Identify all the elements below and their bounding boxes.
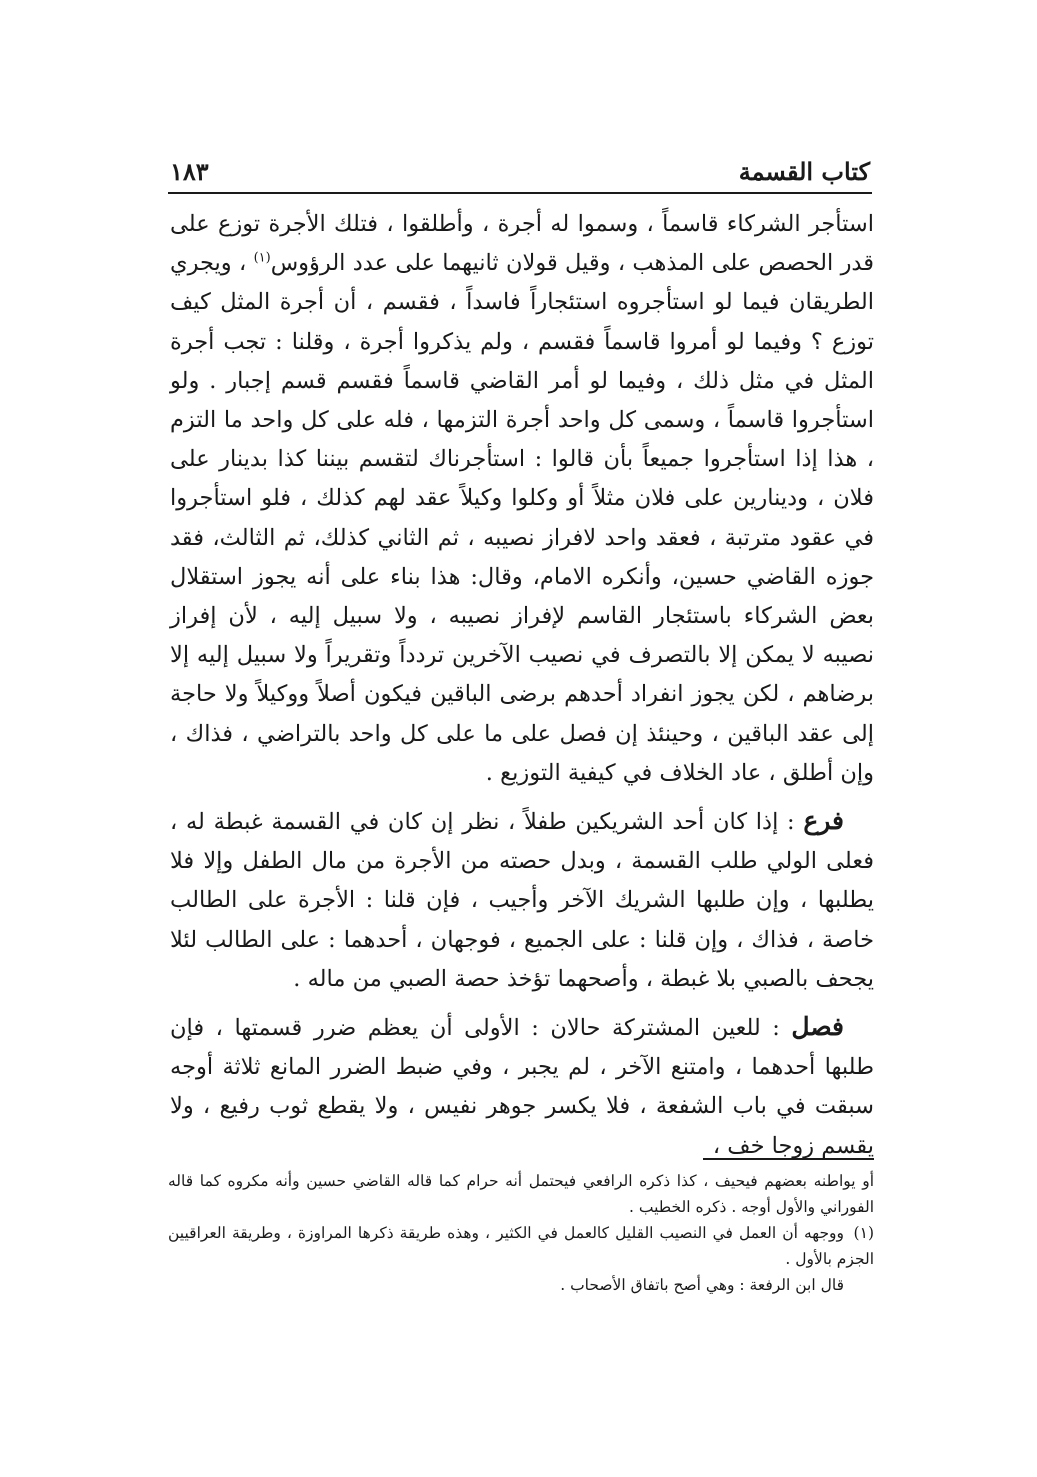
paragraph-2	[170, 801, 874, 999]
section-lead-far: فرع	[803, 806, 844, 836]
paragraph-2-text: : إذا كان أحد الشريكين طفلاً ، نظر إن كان في القسمة غبطة له ، فعلى الولي طلب القسمة ، وبدل حصته من الأجرة من مال الطفل وإلا فلا يطلبها ، وإن طلبها الشريك الآخر وأجيب ، فإن قلنا : الأجرة على الطالب خاصة ، فذاك ، وإن قلنا : على الجميع ، فوجهان ، أحدهما : على الطالب لئلا يجحف بالصبي بلا غبطة ، وأصحهما تؤخذ حصة الصبي من ماله .	[170, 809, 874, 992]
footnote-1	[168, 1220, 874, 1272]
header-divider	[168, 192, 872, 194]
running-title: كتاب القسمة	[738, 157, 870, 186]
footnote-divider	[703, 1158, 874, 1160]
page-header	[170, 150, 870, 186]
paragraph-gap	[170, 999, 874, 1007]
paragraph-gap	[170, 793, 874, 801]
footnotes	[168, 1168, 874, 1298]
paragraph-1-text: استأجر الشركاء قاسماً ، وسموا له أجرة ، وأطلقوا ، فتلك الأجرة توزع على قدر الحصص على المذهب ، وقيل قولان ثانيهما على عدد الرؤوس	[170, 211, 874, 277]
paragraph-3	[170, 1007, 874, 1166]
paragraph-1-continued: ، ويجري الطريقان فيما لو استأجروه استئجاراً فاسداً ، فقسم ، أن أجرة المثل كيف توزع ؟ وفيما لو أمروا قاسماً فقسم ، ولم يذكروا أجرة ، وقلنا : تجب أجرة المثل في مثل ذلك ، وفيما لو أمر القاضي قاسماً فقسم قسم إجبار . ولو استأجروا قاسماً ، وسمى كل واحد أجرة التزمها ، فله على كل واحد ما التزم ، هذا إذا استأجروا جميعاً بأن قالوا : استأجرناك لتقسم بيننا كذا بدينار على فلان ، ودينارين على فلان مثلاً أو وكلوا وكيلاً عقد لهم كذلك ، فلو استأجروا في عقود مترتبة ، فعقد واحد لافراز نصيبه ، ثم الثاني كذلك، ثم الثالث، فقد جوزه القاضي حسين، وأنكره الامام، وقال: هذا بناء على أنه يجوز استقلال بعض الشركاء باستئجار القاسم لإفراز نصيبه ، ولا سبيل إليه ، لأن إفراز نصيبه لا يمكن إلا بالتصرف في نصيب الآخرين تردداً وتقريراً ولا سبيل إليه إلا برضاهم ، لكن يجوز انفراد أحدهم برضى الباقين فيكون أصلاً ووكيلاً ولا حاجة إلى عقد الباقين ، وحينئذ إن فصل على ما على كل واحد بالتراضي ، فذاك ، وإن أطلق ، عاد الخلاف في كيفية التوزيع .	[170, 250, 874, 786]
footnote-1-text: ووجهه أن العمل في النصيب القليل كالعمل في الكثير ، وهذه طريقة ذكرها المراوزة ، وطريقة العراقيين الجزم بالأول .	[168, 1224, 874, 1268]
footnote-1-marker: (١)	[853, 1224, 874, 1242]
footnote-1-continued: قال ابن الرفعة : وهي أصح باتفاق الأصحاب .	[560, 1276, 844, 1294]
page-number: ١٨٣	[170, 157, 209, 186]
paragraph-1	[170, 205, 874, 793]
footnote-carryover: أو يواطنه بعضهم فيحيف ، كذا ذكره الرافعي فيحتمل أنه حرام كما قاله القاضي حسين وأنه مكروه كما قاله الفوراني والأول أوجه . ذكره الخطيب .	[168, 1172, 874, 1216]
footnote-ref[interactable]: (١)	[253, 250, 271, 266]
main-text	[170, 205, 874, 1166]
paragraph-3-text: : للعين المشتركة حالان : الأولى أن يعظم ضرر قسمتها ، فإن طلبها أحدهما ، وامتنع الآخر ، لم يجبر ، وفي ضبط الضرر المانع ثلاثة أوجه سبقت في باب الشفعة ، فلا يكسر جوهر نفيس ، ولا يقطع ثوب رفيع ، ولا يقسم زوجا خف ،	[170, 1015, 874, 1159]
section-lead-fasl: فصل	[791, 1012, 844, 1042]
